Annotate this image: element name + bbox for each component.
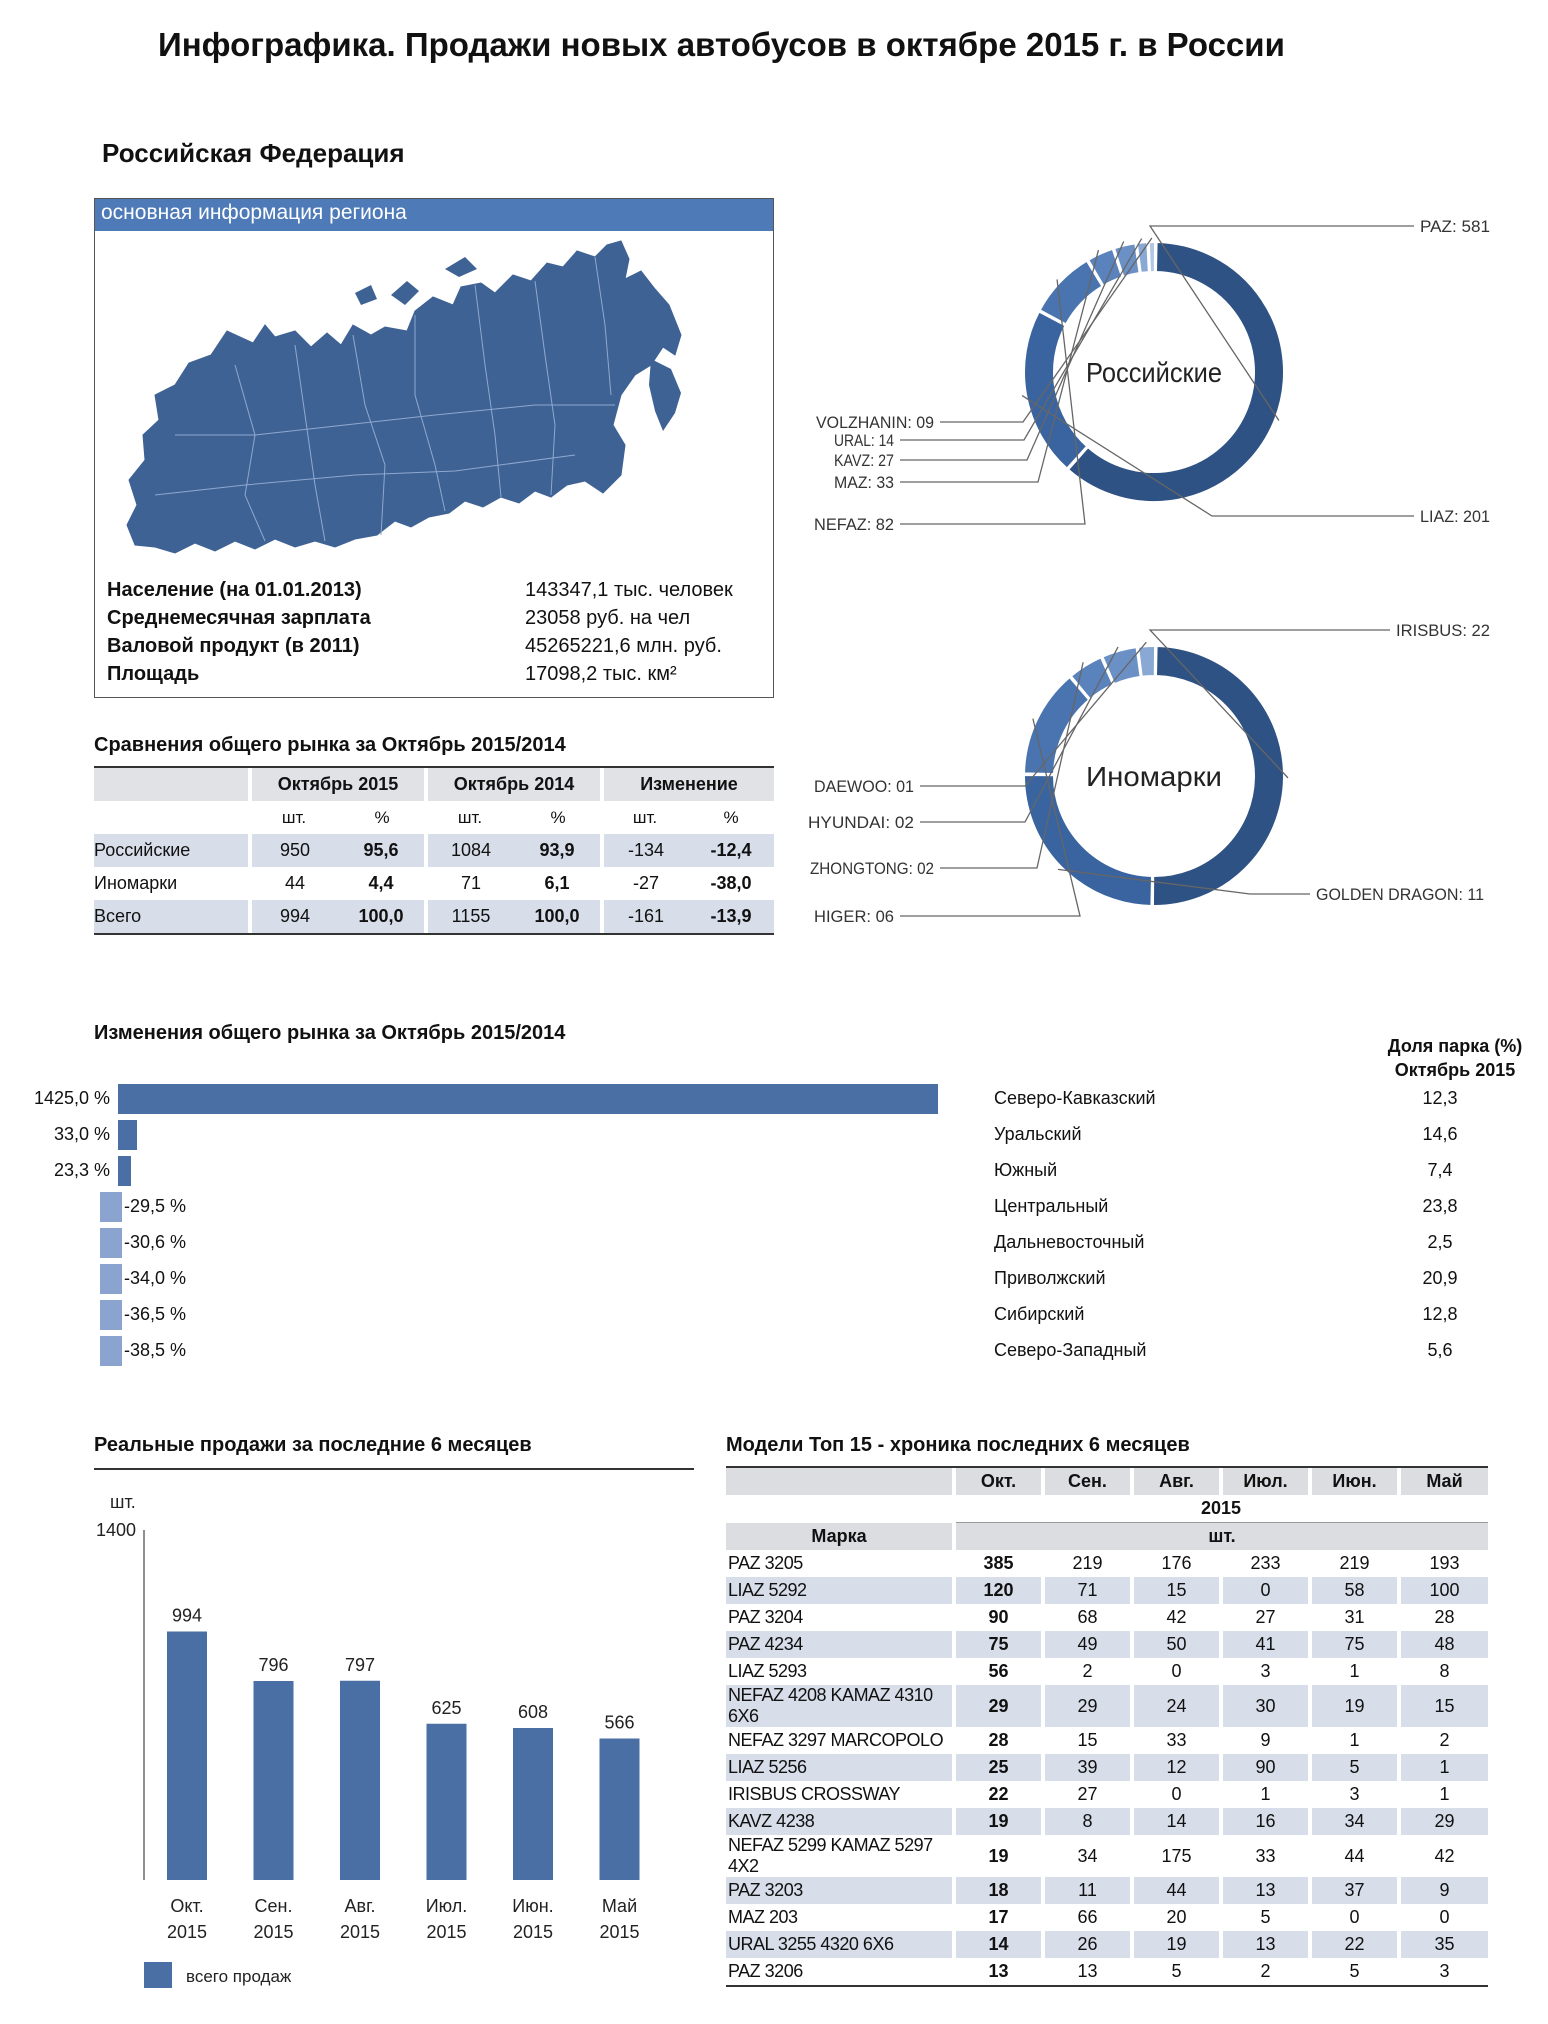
sales-year-label: 2015 <box>599 1922 640 1942</box>
top15-title: Модели Топ 15 - хроника последних 6 месяцев <box>726 1434 1190 1456</box>
donut-center-label: Российские <box>1086 357 1222 388</box>
table-row <box>726 1727 1488 1754</box>
sales-month-label: Сен. <box>254 1896 293 1916</box>
donut-foreign <box>808 621 1490 926</box>
region-change-value: -36,5 % <box>124 1304 187 1324</box>
region-change-bar <box>100 1300 122 1330</box>
model-value: 8 <box>1043 1808 1132 1835</box>
share-header: Доля парка (%) Октябрь 2015 <box>1387 1036 1523 1080</box>
model-value: 90 <box>1221 1754 1310 1781</box>
model-value: 29 <box>1399 1808 1488 1835</box>
model-value: 0 <box>1221 1577 1310 1604</box>
model-name: PAZ 3205 <box>726 1550 954 1577</box>
region-share: 12,8 <box>1422 1304 1458 1324</box>
model-value: 385 <box>954 1550 1043 1577</box>
table-row <box>726 1754 1488 1781</box>
info-row-area: Площадь 17098,2 тыс. км² <box>107 663 677 685</box>
top15-units-row: Марка шт. <box>726 1523 1488 1551</box>
region-info-box <box>94 198 774 698</box>
donut-center-label: Иномарки <box>1086 761 1222 792</box>
model-name: URAL 3255 4320 6X6 <box>726 1931 954 1958</box>
donut-slice-higer <box>1024 677 1089 774</box>
model-value: 19 <box>954 1808 1043 1835</box>
model-value: 20 <box>1132 1904 1221 1931</box>
donut-slice-volzhanin <box>1149 242 1155 272</box>
model-name: LIAZ 5256 <box>726 1754 954 1781</box>
model-name: PAZ 3204 <box>726 1604 954 1631</box>
model-value: 2 <box>1439 1730 1450 1750</box>
brand-donut-charts <box>780 200 1540 960</box>
model-value: 175 <box>1132 1835 1221 1877</box>
model-value: 68 <box>1043 1604 1132 1631</box>
y-axis-max-label: 1400 <box>95 1520 136 1540</box>
top15-months-row: Окт. Сен. Авг. Июл. Июн. Май <box>726 1468 1488 1495</box>
model-value: 176 <box>1132 1550 1221 1577</box>
col-oct-2015: Октябрь 2015 <box>250 768 426 801</box>
model-value: 233 <box>1221 1550 1310 1577</box>
region-name: Дальневосточный <box>994 1232 1145 1252</box>
model-value: 9 <box>1221 1727 1310 1754</box>
region-change-value: 23,3 % <box>53 1160 110 1180</box>
sales-bar <box>167 1632 207 1881</box>
model-value: 39 <box>1043 1754 1132 1781</box>
legend-swatch <box>144 1962 172 1988</box>
model-value: 33 <box>1221 1835 1310 1877</box>
model-value: 26 <box>1043 1931 1132 1958</box>
region-change-bar <box>118 1084 938 1114</box>
table-row <box>726 1781 1488 1808</box>
model-value: 28 <box>954 1727 1043 1754</box>
comparison-table <box>94 768 774 933</box>
region-changes-chart <box>0 1084 1548 1384</box>
donut-label-volzhanin: VOLZHANIN: 09 <box>816 413 934 432</box>
model-value: 34 <box>1043 1835 1132 1877</box>
model-value: 15 <box>1399 1685 1488 1727</box>
model-value: 0 <box>1132 1781 1221 1808</box>
model-value: 13 <box>1043 1958 1132 1985</box>
sales-month-label: Май <box>601 1896 638 1916</box>
table-row <box>726 1808 1488 1835</box>
table-row <box>726 1931 1488 1958</box>
region-share: 12,3 <box>1422 1088 1458 1108</box>
model-value: 19 <box>1132 1931 1221 1958</box>
model-name: PAZ 4234 <box>726 1631 954 1658</box>
region-name: Северо-Западный <box>994 1340 1147 1360</box>
model-value: 42 <box>1132 1604 1221 1631</box>
table-row <box>726 1877 1488 1904</box>
model-value: 56 <box>954 1658 1043 1685</box>
model-value: 44 <box>1310 1835 1399 1877</box>
model-value: 16 <box>1221 1808 1310 1835</box>
model-value: 17 <box>954 1904 1043 1931</box>
region-share: 14,6 <box>1422 1124 1458 1144</box>
model-value: 14 <box>1132 1808 1221 1835</box>
model-value: 48 <box>1399 1631 1488 1658</box>
donut-label-liaz: LIAZ: 201 <box>1420 507 1490 526</box>
model-value: 75 <box>1310 1631 1399 1658</box>
model-value: 1 <box>1399 1754 1488 1781</box>
model-name: MAZ 203 <box>726 1904 954 1931</box>
model-name: LIAZ 5292 <box>726 1577 954 1604</box>
model-value: 58 <box>1310 1577 1399 1604</box>
model-value: 24 <box>1132 1685 1221 1727</box>
model-value: 5 <box>1310 1958 1399 1985</box>
model-value: 75 <box>954 1631 1043 1658</box>
model-value: 9 <box>1399 1877 1488 1904</box>
table-row: Всего 994 100,0 1155 100,0 -161 -13,9 <box>94 900 774 933</box>
model-value: 44 <box>1132 1877 1221 1904</box>
model-value: 1 <box>1221 1781 1310 1808</box>
model-name: LIAZ 5293 <box>726 1658 954 1685</box>
top15-table <box>726 1468 1488 1985</box>
region-name: Приволжский <box>994 1268 1106 1288</box>
model-value: 3 <box>1221 1658 1310 1685</box>
sales-year-label: 2015 <box>512 1922 554 1942</box>
model-value: 219 <box>1310 1550 1399 1577</box>
model-value: 0 <box>1439 1907 1450 1927</box>
sales-bar <box>254 1681 294 1880</box>
donut-label-maz: MAZ: 33 <box>834 473 894 492</box>
col-oct-2014: Октябрь 2014 <box>426 768 602 801</box>
model-value: 12 <box>1132 1754 1221 1781</box>
donut-label-nefaz: NEFAZ: 82 <box>814 515 894 534</box>
model-name: NEFAZ 3297 MARCOPOLO <box>726 1727 954 1754</box>
sales-bar-value: 566 <box>604 1712 635 1733</box>
donut-label-paz: PAZ: 581 <box>1420 217 1490 236</box>
sales-bar-value: 797 <box>344 1654 376 1675</box>
model-value: 49 <box>1043 1631 1132 1658</box>
russia-map <box>115 235 755 565</box>
model-value: 13 <box>1221 1877 1310 1904</box>
sales-month-label: Июн. <box>512 1896 554 1916</box>
model-value: 27 <box>1221 1604 1310 1631</box>
model-value: 29 <box>954 1685 1043 1727</box>
region-change-value: -34,0 % <box>124 1268 187 1288</box>
sales-month-label: Окт. <box>170 1896 204 1916</box>
model-value: 22 <box>1310 1931 1399 1958</box>
model-value: 66 <box>1043 1904 1132 1931</box>
sales-bar <box>427 1724 467 1880</box>
model-value: 90 <box>954 1604 1043 1631</box>
model-value: 5 <box>1132 1958 1221 1985</box>
model-value: 25 <box>954 1754 1043 1781</box>
model-value: 14 <box>954 1931 1043 1958</box>
table-row <box>726 1904 1488 1931</box>
comparison-header-row <box>94 768 774 801</box>
model-value: 71 <box>1043 1577 1132 1604</box>
model-value: 100 <box>1399 1577 1488 1604</box>
donut-label-kavz: KAVZ: 27 <box>834 451 894 470</box>
region-change-bar <box>118 1120 137 1150</box>
model-value: 19 <box>954 1835 1043 1877</box>
region-share: 23,8 <box>1422 1196 1458 1216</box>
sales-bar <box>513 1728 553 1880</box>
info-row-salary: Среднемесячная зарплата 23058 руб. на чел <box>107 607 691 629</box>
model-value: 1 <box>1439 1784 1450 1804</box>
donut-label-hyundai: HYUNDAI: 02 <box>808 813 914 832</box>
top15-year-row: 2015 <box>726 1495 1488 1523</box>
region-name: Сибирский <box>994 1304 1085 1324</box>
model-value: 50 <box>1132 1631 1221 1658</box>
model-name: PAZ 3206 <box>726 1958 954 1985</box>
sales-bar-value: 994 <box>171 1605 203 1626</box>
model-value: 1 <box>1310 1658 1399 1685</box>
comparison-units-row: шт. % шт. % шт. % <box>94 801 774 834</box>
sales-year-label: 2015 <box>426 1922 467 1942</box>
sales-bar-value: 608 <box>517 1702 549 1722</box>
model-value: 34 <box>1310 1808 1399 1835</box>
model-value: 5 <box>1221 1904 1310 1931</box>
model-value: 41 <box>1221 1631 1310 1658</box>
region-change-bar <box>100 1264 122 1294</box>
donut-label-irisbus: IRISBUS: 22 <box>1396 621 1490 640</box>
region-share: 20,9 <box>1422 1268 1458 1288</box>
region-changes-title: Изменения общего рынка за Октябрь 2015/2014 <box>94 1022 566 1044</box>
model-value: 22 <box>954 1781 1043 1808</box>
sales-year-label: 2015 <box>166 1922 208 1942</box>
model-value: 0 <box>1310 1904 1399 1931</box>
model-name: NEFAZ 4208 KAMAZ 4310 6X6 <box>726 1685 954 1727</box>
region-change-value: 1425,0 % <box>33 1088 110 1108</box>
region-name: Уральский <box>994 1124 1082 1144</box>
model-name: NEFAZ 5299 KAMAZ 5297 4X2 <box>726 1835 954 1877</box>
model-value: 3 <box>1310 1781 1399 1808</box>
table-row <box>726 1550 1488 1577</box>
model-value: 30 <box>1221 1685 1310 1727</box>
page-title: Инфографика. Продажи новых автобусов в октябре 2015 г. в России <box>158 26 1285 63</box>
sales-month-label: Авг. <box>344 1896 376 1916</box>
donut-label-ural: URAL: 14 <box>834 431 894 450</box>
region-change-bar <box>100 1192 122 1222</box>
model-value: 193 <box>1429 1553 1460 1573</box>
table-row <box>726 1577 1488 1604</box>
table-row <box>726 1958 1488 1985</box>
comparison-table-wrap <box>94 766 774 935</box>
region-name: Южный <box>994 1160 1058 1180</box>
region-share: 2,5 <box>1427 1232 1453 1252</box>
table-row <box>726 1685 1488 1727</box>
model-value: 18 <box>954 1877 1043 1904</box>
sales-title-rule <box>94 1468 694 1470</box>
sales-bar <box>340 1681 380 1880</box>
sales-chart-title: Реальные продажи за последние 6 месяцев <box>94 1434 532 1456</box>
sales-bar <box>600 1739 640 1881</box>
table-row <box>726 1604 1488 1631</box>
region-change-bar <box>100 1228 122 1258</box>
legend-label: всего продаж <box>186 1967 292 1986</box>
table-row <box>726 1631 1488 1658</box>
model-name: PAZ 3203 <box>726 1877 954 1904</box>
model-value: 15 <box>1132 1577 1221 1604</box>
region-share: 7,4 <box>1427 1160 1453 1180</box>
region-change-value: -38,5 % <box>124 1340 187 1360</box>
region-change-value: -30,6 % <box>124 1232 187 1252</box>
info-row-population: Население (на 01.01.2013) 143347,1 тыс. человек <box>107 579 733 601</box>
region-info-header: основная информация региона <box>95 199 773 231</box>
region-name: Центральный <box>994 1196 1109 1216</box>
model-value: 42 <box>1434 1845 1455 1866</box>
model-value: 3 <box>1439 1961 1450 1981</box>
model-value: 29 <box>1043 1685 1132 1727</box>
y-axis-label: шт. <box>110 1492 136 1512</box>
model-value: 5 <box>1310 1754 1399 1781</box>
model-value: 2 <box>1221 1958 1310 1985</box>
donut-label-higer: HIGER: 06 <box>814 907 894 926</box>
region-change-bar <box>100 1336 122 1366</box>
info-row-gdp: Валовой продукт (в 2011) 45265221,6 млн. руб. <box>107 635 722 657</box>
model-value: 8 <box>1439 1661 1450 1681</box>
table-row <box>726 1658 1488 1685</box>
model-value: 15 <box>1043 1727 1132 1754</box>
model-name: KAVZ 4238 <box>726 1808 954 1835</box>
model-value: 0 <box>1132 1658 1221 1685</box>
model-value: 28 <box>1434 1607 1455 1627</box>
donut-slice-daewoo <box>1138 646 1155 677</box>
region-change-value: 33,0 % <box>53 1124 110 1144</box>
model-value: 37 <box>1310 1877 1399 1904</box>
model-value: 1 <box>1310 1727 1399 1754</box>
region-share: 5,6 <box>1427 1340 1453 1360</box>
donut-label-golden-dragon: GOLDEN DRAGON: 11 <box>1316 885 1484 904</box>
sales-year-label: 2015 <box>253 1922 294 1942</box>
model-value: 11 <box>1043 1877 1132 1904</box>
table-row <box>726 1835 1488 1877</box>
region-change-bar <box>118 1156 131 1186</box>
sales-month-label: Июл. <box>425 1896 468 1916</box>
model-value: 13 <box>954 1958 1043 1985</box>
sales-bar-value: 625 <box>431 1697 462 1718</box>
region-change-value: -29,5 % <box>124 1196 187 1216</box>
donut-russian <box>814 217 1490 534</box>
donut-label-daewoo: DAEWOO: 01 <box>814 777 914 796</box>
model-name: IRISBUS CROSSWAY <box>726 1781 954 1808</box>
comparison-title: Сравнения общего рынка за Октябрь 2015/2014 <box>94 734 566 756</box>
model-value: 33 <box>1132 1727 1221 1754</box>
model-value: 27 <box>1043 1781 1132 1808</box>
donut-label-zhongtong: ZHONGTONG: 02 <box>810 859 934 878</box>
model-value: 35 <box>1399 1931 1488 1958</box>
model-value: 120 <box>954 1577 1043 1604</box>
region-name: Северо-Кавказский <box>994 1088 1156 1108</box>
model-value: 31 <box>1310 1604 1399 1631</box>
sales-bar-chart <box>80 1480 700 2000</box>
sales-bar-value: 796 <box>258 1655 289 1675</box>
col-change: Изменение <box>602 768 774 801</box>
sales-year-label: 2015 <box>339 1922 381 1942</box>
model-value: 13 <box>1221 1931 1310 1958</box>
model-value: 2 <box>1043 1658 1132 1685</box>
region-title: Российская Федерация <box>102 138 405 168</box>
model-value: 19 <box>1310 1685 1399 1727</box>
table-row: Иномарки 44 4,4 71 6,1 -27 -38,0 <box>94 867 774 900</box>
top15-table-wrap <box>726 1466 1488 1987</box>
table-row: Российские 950 95,6 1084 93,9 -134 -12,4 <box>94 834 774 867</box>
model-value: 219 <box>1043 1550 1132 1577</box>
